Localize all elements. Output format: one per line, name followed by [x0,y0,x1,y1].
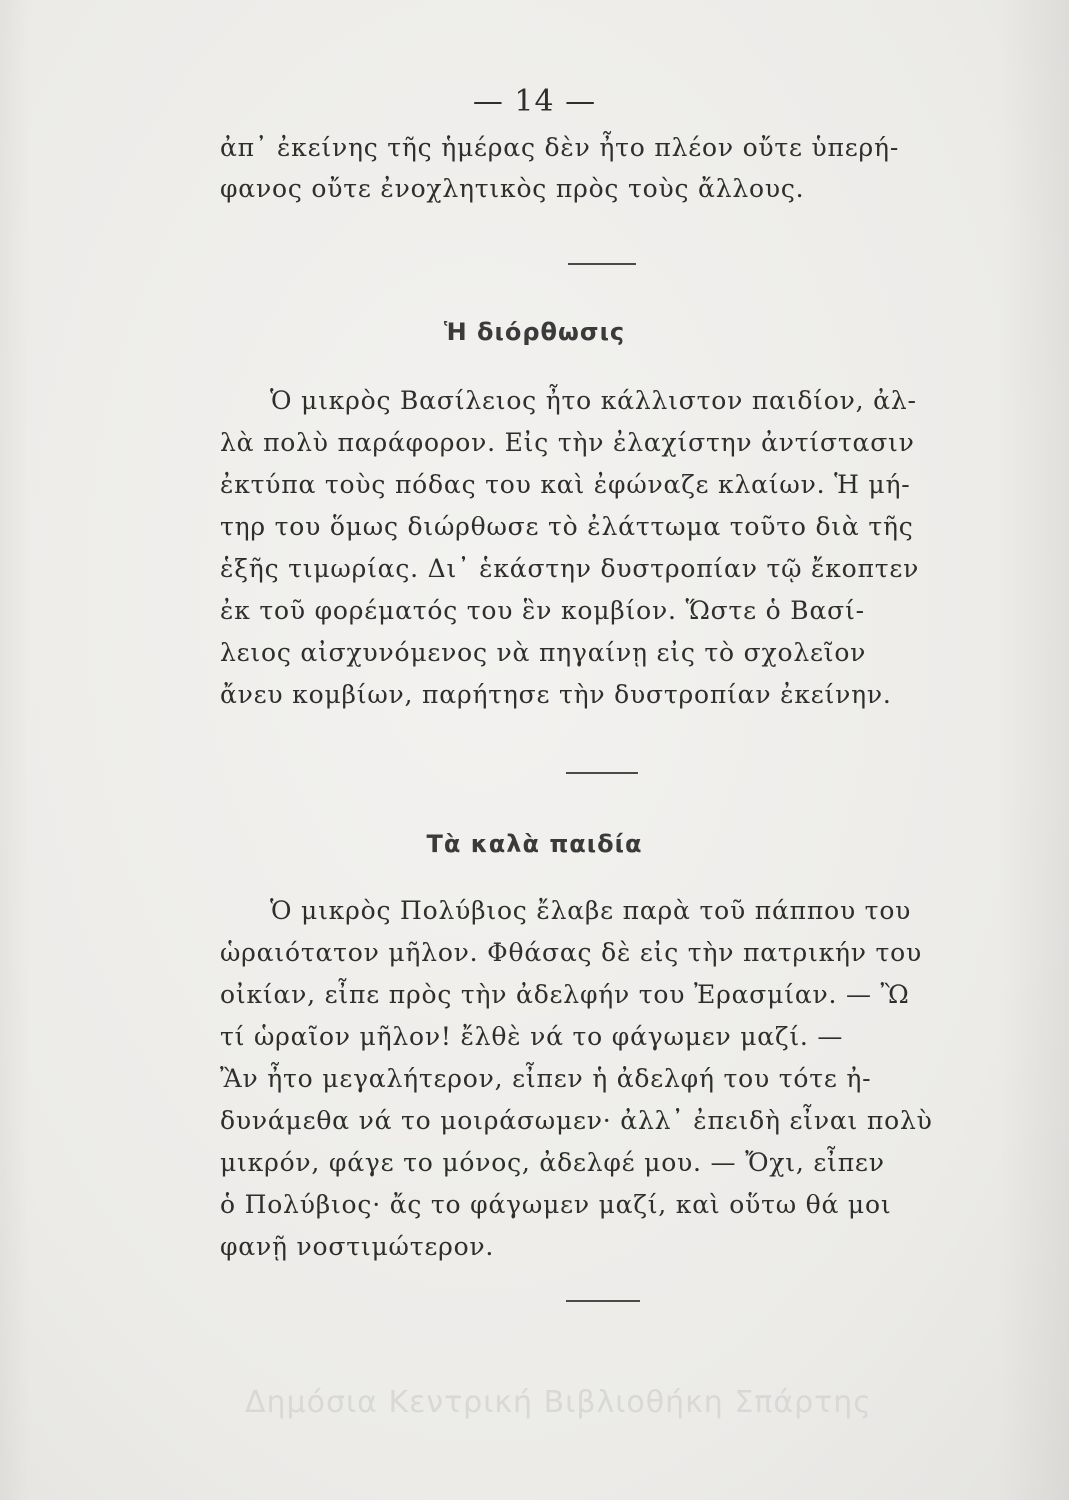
section-divider [566,1300,640,1302]
intro-paragraph [220,127,995,209]
text-line: ἑξῆς τιμωρίας. Δι᾽ ἑκάστην δυστροπίαν τῷ ἔκοπτεν [220,554,920,583]
text-line: Ἂν ἦτο μεγαλήτερον, εἶπεν ἡ ἀδελφή του τότε ἠ- [220,1064,872,1093]
text-line: ὡραιότατον μῆλον. Φθάσας δὲ εἰς τὴν πατρικήν του [220,938,923,967]
text-line: ἄνευ κομβίων, παρήτησε τὴν δυστροπίαν ἐκείνην. [220,680,892,709]
text-line: ἐκτύπα τοὺς πόδας του καὶ ἐφώναζε κλαίων. Ἡ μή- [220,470,911,499]
library-watermark: Δημόσια Κεντρική Βιβλιοθήκη Σπάρτης [245,1385,872,1420]
text-line: τηρ του ὅμως διώρθωσε τὸ ἐλάττωμα τοῦτο διὰ τῆς [220,512,914,541]
text-line: μικρόν, φάγε το μόνος, ἀδελφέ μου. — Ὄχι, εἶπεν [220,1148,885,1177]
page-edge-shadow-left [0,0,30,1500]
section-paragraph-kala-paidia [220,890,995,1268]
text-line: δυνάμεθα νά το μοιράσωμεν· ἀλλ᾽ ἐπειδὴ εἶναι πολὺ [220,1106,933,1135]
text-line: φανος οὔτε ἐνοχλητικὸς πρὸς τοὺς ἄλλους. [220,174,805,203]
section-heading-diorthosis: Ἡ διόρθωσις [443,318,626,346]
page-edge-shadow-right [999,0,1069,1500]
section-paragraph-diorthosis [220,380,995,716]
text-line: λὰ πολὺ παράφορον. Εἰς τὴν ἐλαχίστην ἀντίστασιν [220,428,915,457]
section-divider [568,263,636,265]
text-line: Ὁ μικρὸς Πολύβιος ἔλαβε παρὰ τοῦ πάππου του [270,896,912,925]
page-number: — 14 — [472,84,597,119]
text-line: οἰκίαν, εἶπε πρὸς τὴν ἀδελφήν του Ἐρασμίαν. — Ὢ [220,980,910,1009]
text-line: τί ὡραῖον μῆλον! ἔλθὲ νά το φάγωμεν μαζί. — [220,1022,844,1051]
section-heading-kala-paidia: Τὰ καλὰ παιδία [426,830,643,858]
text-line: φανῇ νοστιμώτερον. [220,1232,495,1261]
text-line: λειος αἰσχυνόμενος νὰ πηγαίνῃ εἰς τὸ σχολεῖον [220,638,867,667]
text-line: Ὁ μικρὸς Βασίλειος ἦτο κάλλιστον παιδίον, ἀλ- [270,386,917,415]
section-divider [566,772,638,774]
text-line: ἐκ τοῦ φορέματός του ἓν κομβίον. Ὥστε ὁ Βασί- [220,596,865,625]
text-line: ἀπ᾽ ἐκείνης τῆς ἡμέρας δὲν ἦτο πλέον οὔτε ὑπερή- [220,133,900,162]
text-line: ὁ Πολύβιος· ἄς το φάγωμεν μαζί, καὶ οὕτω θά μοι [220,1190,892,1219]
